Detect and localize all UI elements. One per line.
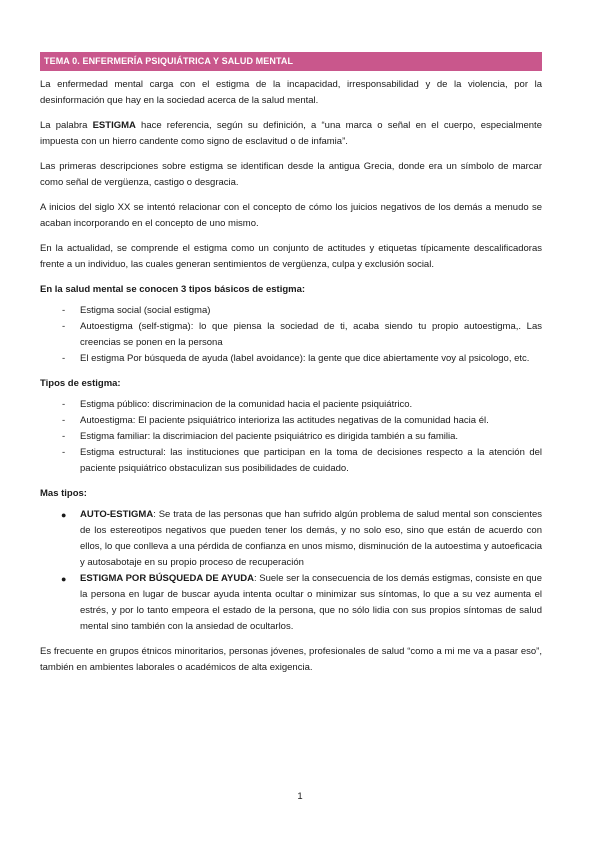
bullet-dot-icon: ● [61,574,67,584]
list-item-text: Estigma estructural: las instituciones que participan en la toma de decisiones respecto a la atención del paciente psiquiátrico obstaculizan sus posibilidades de cuidado. [80,447,542,474]
list-item [40,571,542,635]
page-number: 1 [297,791,303,802]
list-item [40,351,542,367]
list-item [40,429,542,445]
paragraph-siglo-xx: A inicios del siglo XX se intentó relacionar con el concepto de cómo los juicios negativos de los demás a menudo se acaban incorporando en el concepto de uno mismo. [40,202,542,229]
text-fragment: La palabra [40,120,93,131]
section-heading [40,486,542,502]
dash-marker: - [62,321,66,332]
section-heading [40,376,542,392]
list-item [40,397,542,413]
paragraph-actualidad: En la actualidad, se comprende el estigma como un conjunto de actitudes y etiquetas típicamente descalificadoras frente a un individuo, las cuales generan sentimientos de vergüenza, culpa y exclusión social. [40,243,542,270]
list-item [40,413,542,429]
list-item [40,319,542,351]
dash-marker: - [62,447,66,458]
paragraph-closing: Es frecuente en grupos étnicos minoritarios, personas jóvenes, profesionales de salud “como a mi me va a pasar eso”, también en ambientes laborales o académicos de alta exigencia. [40,646,542,673]
list-item [40,303,542,319]
text-fragment: hace referencia, según su definición, a “una marca o señal en el cuerpo, especialmente impuesta con un hierro candente como signo de esclavitud o de infamia”. [40,120,542,147]
list-item-text: Estigma familiar: la discrimiacion del paciente psiquiátrico es dirigida también a su familia. [80,431,459,442]
list-item-text: : Se trata de las personas que han sufrido algún problema de salud mental son conscientes de los estereotipos negativos que pueden tener los demás, y no solo eso, sino que están de acuerdo con ellos, lo que conlleva a una pérdida de confianza en unos mismo, disminución de la autoestima y autoeficacia y autosabotaje en su propio proceso de recuperación [80,509,542,568]
bullet-list [40,507,542,635]
dash-marker: - [62,431,66,442]
list-item-text: Autoestigma (self-stigma): lo que piensa la sociedad de ti, acaba siendo tu propio autoestigma,. Las creencias se ponen en la persona [80,321,542,348]
bold-term: AUTO-ESTIGMA [80,509,154,520]
dash-marker: - [62,305,66,316]
list-item [40,445,542,477]
list-item-text: Estigma social (social estigma) [80,305,211,316]
section-heading [40,282,542,298]
bullet-dot-icon: ● [61,510,67,520]
section-heading-text: Tipos de estigma: [40,378,121,389]
section-heading-text: Mas tipos: [40,488,87,499]
list-item-text: Estigma público: discriminacion de la comunidad hacia el paciente psiquiátrico. [80,399,413,410]
list-item [40,507,542,571]
paragraph-estigma-definition [40,118,542,150]
list-item-text: Autoestigma: El paciente psiquiátrico interioriza las actitudes negativas de la comunidad hacia él. [80,415,489,426]
paragraph-greece: Las primeras descripciones sobre estigma se identifican desde la antigua Grecia, donde era un símbolo de marcar como señal de vergüenza, castigo o desgracia. [40,161,542,188]
section-heading-text: En la salud mental se conocen 3 tipos básicos de estigma: [40,284,306,295]
list-item-text: : Suele ser la consecuencia de los demás estigmas, consiste en que la persona en lugar de buscar ayuda intenta ocultar o minimizar sus síntomas, lo que a su vez aumenta el estrés, y por lo tanto empeora el estado de la persona, que no sólo lidia con sus propios síntomas de salud mental sino también con la ansiedad de ocultarlos. [80,573,542,632]
dash-marker: - [62,415,66,426]
bold-term: ESTIGMA POR BÚSQUEDA DE AYUDA [80,573,254,584]
paragraph-intro: La enfermedad mental carga con el estigma de la incapacidad, irresponsabilidad y de la violencia, por la desinformación que hay en la sociedad acerca de la salud mental. [40,79,542,106]
document-page [40,52,542,676]
bullet-list [40,303,542,367]
section-title-banner: TEMA 0. ENFERMERÍA PSIQUIÁTRICA Y SALUD MENTAL [40,52,542,71]
dash-marker: - [62,399,66,410]
bold-term: ESTIGMA [92,120,136,131]
list-item-text: El estigma Por búsqueda de ayuda (label avoidance): la gente que dice abiertamente voy al psicologo, etc. [80,353,530,364]
bullet-list [40,397,542,477]
dash-marker: - [62,353,66,364]
